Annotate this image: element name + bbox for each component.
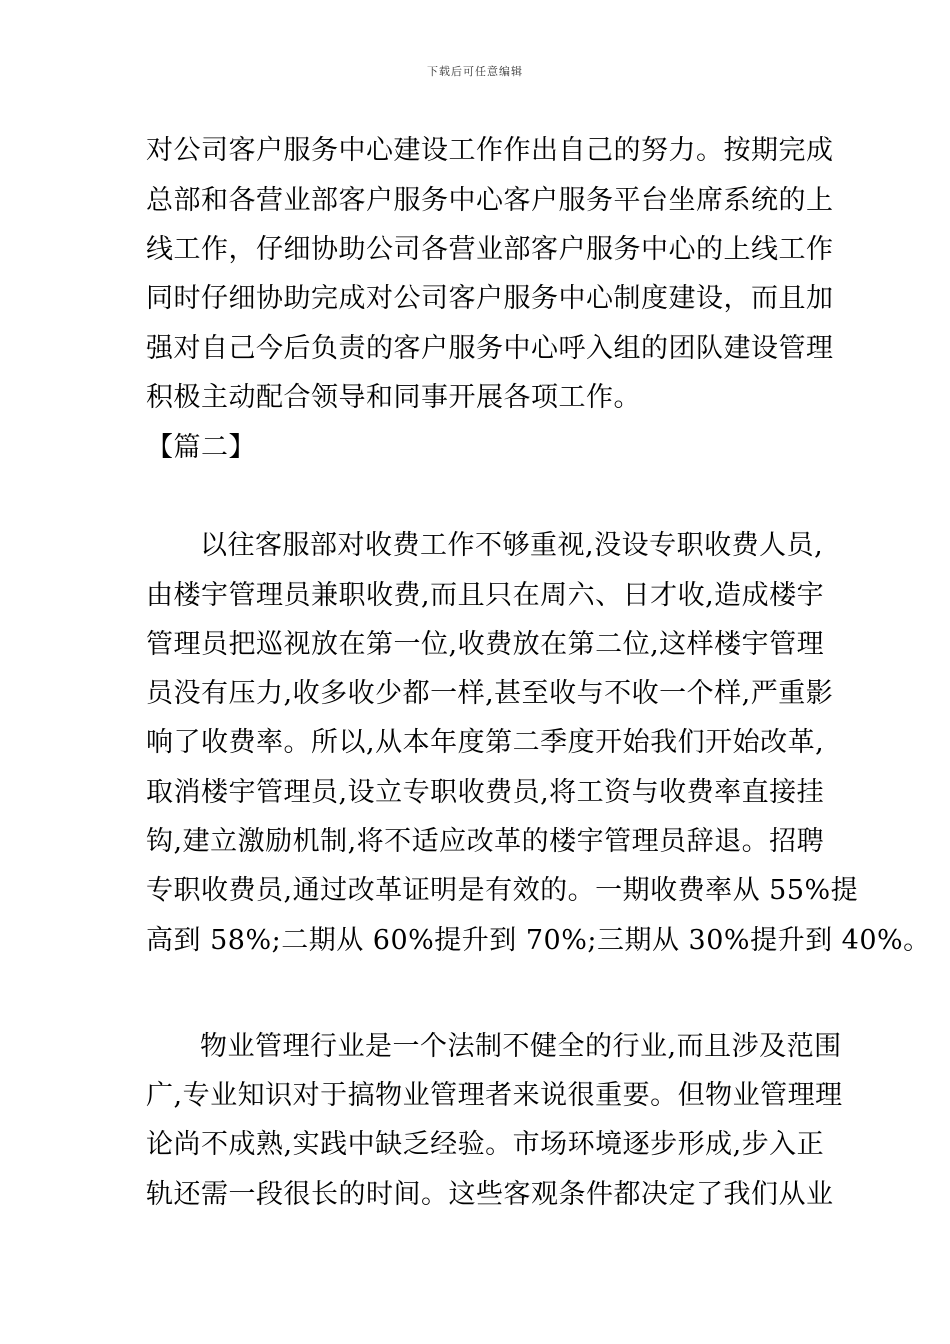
paragraph-line: 员没有压力,收多收少都一样,甚至收与不收一个样,严重影 xyxy=(146,678,834,709)
paragraph-line: 积极主动配合领导和同事开展各项工作。 xyxy=(146,382,641,413)
paragraph-line: 论尚不成熟,实践中缺乏经验。市场环境逐步形成,步入正 xyxy=(146,1129,825,1160)
paragraph-line: 由楼宇管理员兼职收费,而且只在周六、日才收,造成楼宇 xyxy=(146,580,825,611)
paragraph-line: 钩,建立激励机制,将不适应改革的楼宇管理员辞退。招聘 xyxy=(146,826,825,857)
paragraph-line: 物业管理行业是一个法制不健全的行业,而且涉及范围 xyxy=(200,1031,842,1062)
paragraph-line: 广,专业知识对于搞物业管理者来说很重要。但物业管理理 xyxy=(146,1080,843,1111)
paragraph-line: 同时仔细协助完成对公司客户服务中心制度建设，而且加 xyxy=(146,283,834,314)
paragraph-line: 响了收费率。所以,从本年度第二季度开始我们开始改革, xyxy=(146,727,825,758)
page-header: 下载后可任意编辑 xyxy=(427,65,523,78)
paragraph-line: 以往客服部对收费工作不够重视,没设专职收费人员, xyxy=(200,530,824,561)
paragraph-line: 轨还需一段很长的时间。这些客观条件都决定了我们从业 xyxy=(146,1179,834,1210)
paragraph-line: 专职收费员,通过改革证明是有效的。一期收费率从 55%提 xyxy=(146,875,859,906)
paragraph-line: 取消楼宇管理员,设立专职收费员,将工资与收费率直接挂 xyxy=(146,777,825,808)
paragraph-line: 总部和各营业部客户服务中心客户服务平台坐席系统的上 xyxy=(146,185,834,216)
paragraph-line: 线工作，仔细协助公司各营业部客户服务中心的上线工作 xyxy=(146,234,834,265)
paragraph-line: 管理员把巡视放在第一位,收费放在第二位,这样楼宇管理 xyxy=(146,629,825,660)
paragraph-line: 高到 58%;二期从 60%提升到 70%;三期从 30%提升到 40%。 xyxy=(146,925,931,956)
paragraph-line: 强对自己今后负责的客户服务中心呼入组的团队建设管理 xyxy=(146,333,834,364)
paragraph-line: 对公司客户服务中心建设工作作出自己的努力。按期完成 xyxy=(146,135,834,166)
section-heading: 【篇二】 xyxy=(146,432,256,463)
